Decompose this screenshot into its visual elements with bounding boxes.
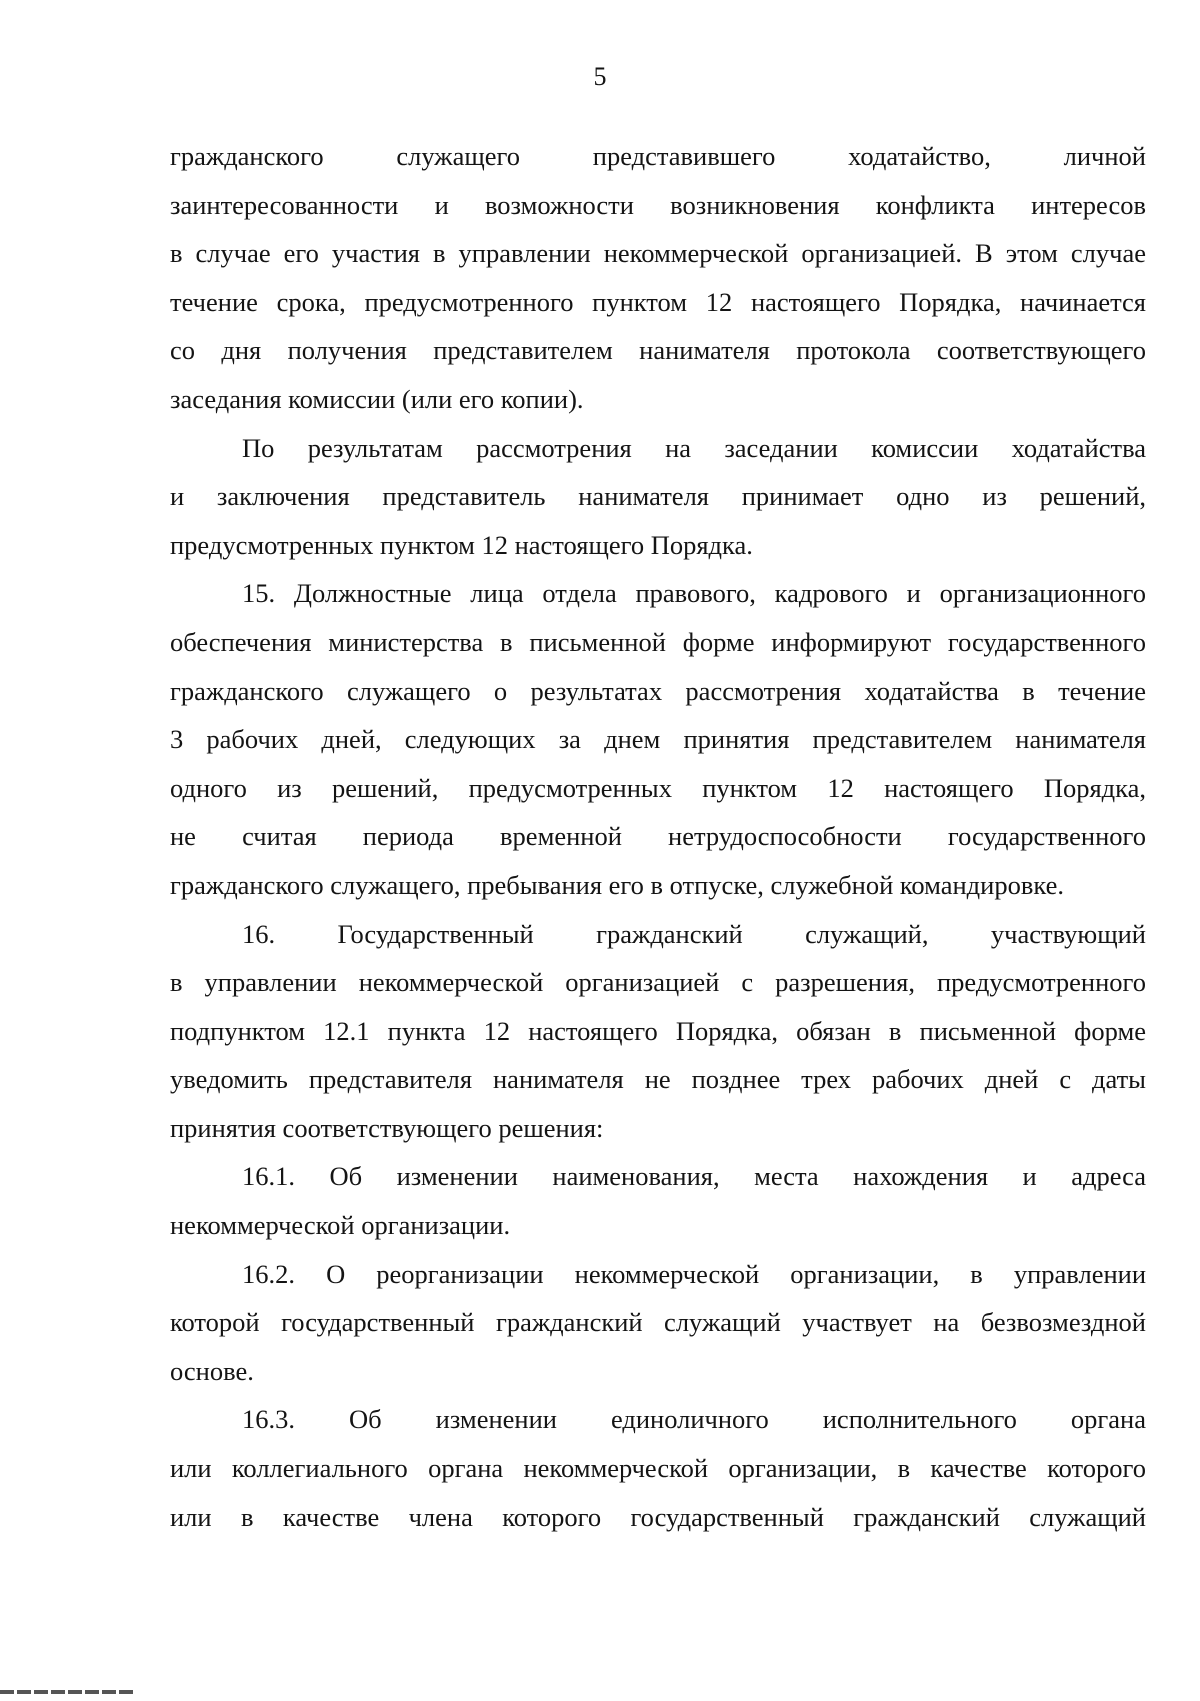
paragraph xyxy=(170,1152,1146,1249)
text-line: гражданского служащего представившего ходатайство, личной xyxy=(170,141,1146,171)
text-line: уведомить представителя нанимателя не позднее трех рабочих дней с даты xyxy=(170,1064,1146,1095)
paragraph xyxy=(170,569,1146,909)
text-line: заинтересованности и возможности возникновения конфликта интересов xyxy=(170,189,1146,220)
text-line: в управлении некоммерческой организацией с разрешения, предусмотренного xyxy=(170,967,1146,998)
text-line: предусмотренных пунктом 12 настоящего Порядка. xyxy=(170,529,753,560)
text-line: 15. Должностные лица отдела правового, кадрового и организационного xyxy=(242,578,1146,609)
paragraph xyxy=(170,132,1146,424)
text-line: гражданского служащего о результатах рассмотрения ходатайства в течение xyxy=(170,675,1146,706)
text-line: течение срока, предусмотренного пунктом 12 настоящего Порядка, начинается xyxy=(170,286,1146,317)
page-number: 5 xyxy=(593,62,607,91)
text-line: одного из решений, предусмотренных пунктом 12 настоящего Порядка, xyxy=(170,772,1146,803)
text-line: принятия соответствующего решения: xyxy=(170,1112,604,1143)
text-line: 16.2. О реорганизации некоммерческой организации, в управлении xyxy=(242,1258,1146,1289)
text-line: или в качестве члена которого государственный гражданский служащий xyxy=(170,1501,1146,1532)
text-line: заседания комиссии (или его копии). xyxy=(170,383,584,414)
text-line: со дня получения представителем нанимателя протокола соответствующего xyxy=(170,335,1146,366)
paragraph xyxy=(170,910,1146,1153)
text-line: основе. xyxy=(170,1355,254,1386)
scan-edge-mark xyxy=(0,1690,135,1694)
text-line: не считая периода временной нетрудоспособности государственного xyxy=(170,821,1146,852)
paragraph xyxy=(170,424,1146,570)
text-line: 16.3. Об изменении единоличного исполнительного органа xyxy=(242,1404,1146,1435)
text-line: 16.1. Об изменении наименования, места нахождения и адреса xyxy=(242,1161,1146,1192)
text-line: обеспечения министерства в письменной форме информируют государственного xyxy=(170,626,1146,657)
text-line: в случае его участия в управлении некоммерческой организацией. В этом случае xyxy=(170,238,1146,269)
text-line: 16. Государственный гражданский служащий, участвующий xyxy=(242,918,1146,949)
text-line: 3 рабочих дней, следующих за днем принятия представителем нанимателя xyxy=(170,724,1146,755)
text-line: которой государственный гражданский служащий участвует на безвозмездной xyxy=(170,1307,1146,1338)
text-line: гражданского служащего, пребывания его в отпуске, служебной командировке. xyxy=(170,869,1064,900)
text-line: По результатам рассмотрения на заседании комиссии ходатайства xyxy=(242,432,1146,463)
paragraph xyxy=(170,1250,1146,1396)
text-line: некоммерческой организации. xyxy=(170,1210,511,1241)
text-line: подпунктом 12.1 пункта 12 настоящего Порядка, обязан в письменной форме xyxy=(170,1015,1146,1046)
text-line: или коллегиального органа некоммерческой организации, в качестве которого xyxy=(170,1453,1146,1484)
text-line: и заключения представитель нанимателя принимает одно из решений, xyxy=(170,481,1146,512)
paragraph xyxy=(170,1395,1146,1541)
body-text xyxy=(170,132,1146,1541)
